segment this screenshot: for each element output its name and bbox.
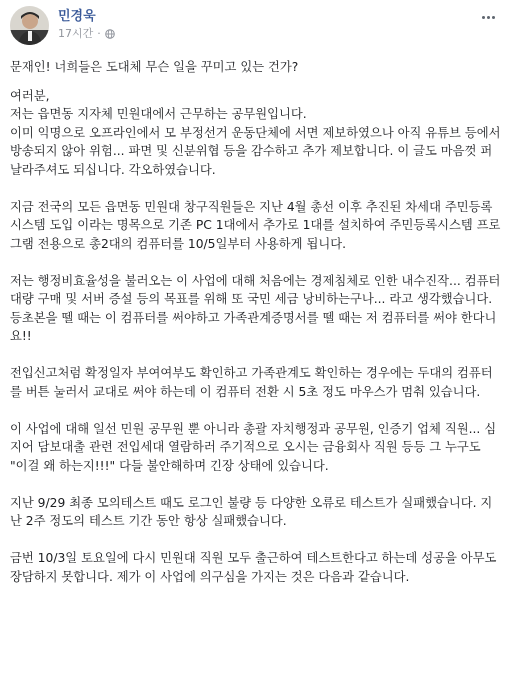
post-paragraph-8: 금번 10/3일 토요일에 다시 민원대 직원 모두 출근하여 테스트한다고 하는데 성공을 아무도 장담하지 못합니다. 제가 이 사업에 의구심을 가지는 것은 다음과 같습니다. — [10, 551, 497, 584]
post-meta: 17시간 · — [58, 27, 115, 41]
post-body — [10, 58, 502, 586]
post-paragraph-5: 전입신고처럼 확정일자 부여여부도 확인하고 가족관계도 확인하는 경우에는 두대의 컴퓨터를 버튼 눌러서 교대로 써야 하는데 이 컴퓨터 전환 시 5초 정도 마우스가 멈춰 있습니다. — [10, 366, 493, 399]
post-paragraph-1: 문재인! 너희들은 도대체 무슨 일을 꾸미고 있는 건가? — [10, 60, 299, 74]
author-avatar[interactable] — [10, 6, 49, 45]
post-paragraph-2: 여러분, 저는 읍면동 지자체 민원대에서 근무하는 공무원입니다. 이미 익명으로 오프라인에서 모 부정선거 운동단체에 서면 제보하였으나 아직 유튜브 등에서 방송되지 않아 위험... 파면 및 신분위협 등을 감수하고 추가 제보합니다. 이 글도 마음껏 퍼날라주셔도 되십니다. 각오하였습니다. — [10, 88, 501, 177]
globe-icon — [105, 29, 115, 39]
post-header — [10, 6, 498, 46]
post-paragraph-4: 저는 행정비효율성을 불러오는 이 사업에 대해 처음에는 경제침체로 인한 내수진작... 컴퓨터 대량 구매 및 서버 증설 등의 목표를 위해 또 국민 세금 낭비하는구나... 라고 생각했습니다. 등초본을 뗄 때는 이 컴퓨터를 써야하고 가족관계증명서를 뗄 때는 저 컴퓨터를 써야 한다니요!! — [10, 273, 501, 343]
post-paragraph-3: 지금 전국의 모든 읍면동 민원대 창구직원들은 지난 4월 총선 이후 추진된 차세대 주민등록시스템 도입 이라는 명목으로 기존 PC 1대에서 추가로 1대를 설치하여 주민등록시스템 프로그램 전용으로 총2대의 컴퓨터를 10/5일부터 사용하게 됩니다. — [10, 199, 501, 251]
post-paragraph-6: 이 사업에 대해 일선 민원 공무원 뿐 아니라 총괄 자치행정과 공무원, 인증기 업체 직원... 심지어 담보대출 관련 전입세대 열람하러 주기적으로 오시는 금융회사 직원 등등 그 누구도 "이걸 왜 하는지!!!" 다들 불안해하며 긴장 상태에 있습니다. — [10, 421, 497, 473]
author-name[interactable]: 민경욱 — [58, 9, 96, 24]
post-paragraph-7: 지난 9/29 최종 모의테스트 때도 로그인 불량 등 다양한 오류로 테스트가 실패했습니다. 지난 2주 정도의 테스트 기간 동안 항상 실패했습니다. — [10, 495, 493, 528]
more-options-icon[interactable] — [478, 10, 498, 24]
post-timestamp[interactable]: 17시간 — [58, 27, 94, 40]
